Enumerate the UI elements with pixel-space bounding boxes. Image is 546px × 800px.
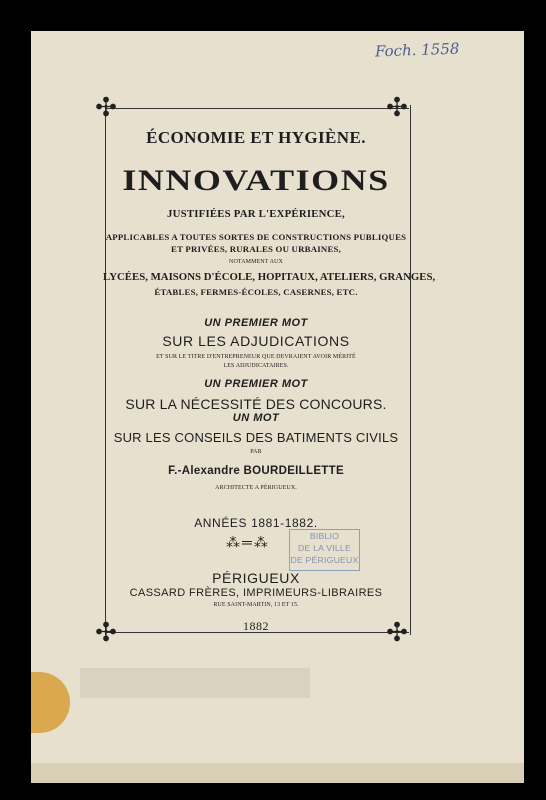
author-title: ARCHITECTE A PÉRIGUEUX. [215,485,297,491]
lower-paper-wear [31,763,524,783]
entrepreneur-note-1: ET SUR LE TITRE D'ENTREPRENEUR QUE DEVRAIENT AVOIR MÉRITÉ [156,354,356,360]
author-name: F.-Alexandre BOURDEILLETTE [168,465,344,477]
fleuron-icon: ✣ [386,618,408,647]
councils-heading: SUR LES CONSEILS DES BATIMENTS CIVILS [113,430,399,445]
notably-line: NOTAMMENT AUX [229,259,283,265]
section-heading-3: UN MOT [232,412,280,424]
series-title: ÉCONOMIE ET HYGIÈNE. [146,128,366,147]
years-line: ANNÉES 1881-1882. [194,516,318,530]
publication-year: 1882 [243,619,269,633]
by-label: PAR [250,449,262,455]
stamp-line-3: DE PÉRIGUEUX [290,555,359,565]
handwritten-note: Foch. 1558 [374,39,460,61]
places-line-2: ÉTABLES, FERMES-ÉCOLES, CASERNES, ETC. [154,287,358,297]
places-line-1: LYCÉES, MAISONS D'ÉCOLE, HOPITAUX, ATELIERS, GRANGES, [103,271,436,283]
title-subtitle: JUSTIFIÉES PAR L'EXPÉRIENCE, [167,208,345,220]
main-title: INNOVATIONS [122,163,390,197]
library-stamp [289,529,360,571]
entrepreneur-note-2: LES ADJUDICATAIRES. [223,363,289,369]
applicability-line-2: ET PRIVÉES, RURALES OU URBAINES, [171,244,341,254]
section-heading-1: UN PREMIER MOT [204,317,308,329]
adjudications-heading: SUR LES ADJUDICATIONS [162,333,350,349]
fleuron-icon: ✣ [95,93,117,122]
competitions-heading: SUR LA NÉCESSITÉ DES CONCOURS. [125,396,387,412]
tape-residue [80,668,310,698]
stamp-line-1: BIBLIO [309,531,340,541]
stamp-line-2: DE LA VILLE [298,543,351,553]
fleuron-icon: ✣ [386,93,408,122]
section-heading-2: UN PREMIER MOT [204,378,308,390]
publisher-name: CASSARD FRÈRES, IMPRIMEURS-LIBRAIRES [129,587,383,599]
publisher-address: RUE SAINT-MARTIN, 13 ET 15. [213,602,299,608]
publisher-city: PÉRIGUEUX [212,570,300,586]
ornamental-divider-icon: ⁂═⁂ [226,536,270,551]
fleuron-icon: ✣ [95,618,117,647]
applicability-line-1: APPLICABLES A TOUTES SORTES DE CONSTRUCTIONS PUBLIQUES [105,232,407,242]
